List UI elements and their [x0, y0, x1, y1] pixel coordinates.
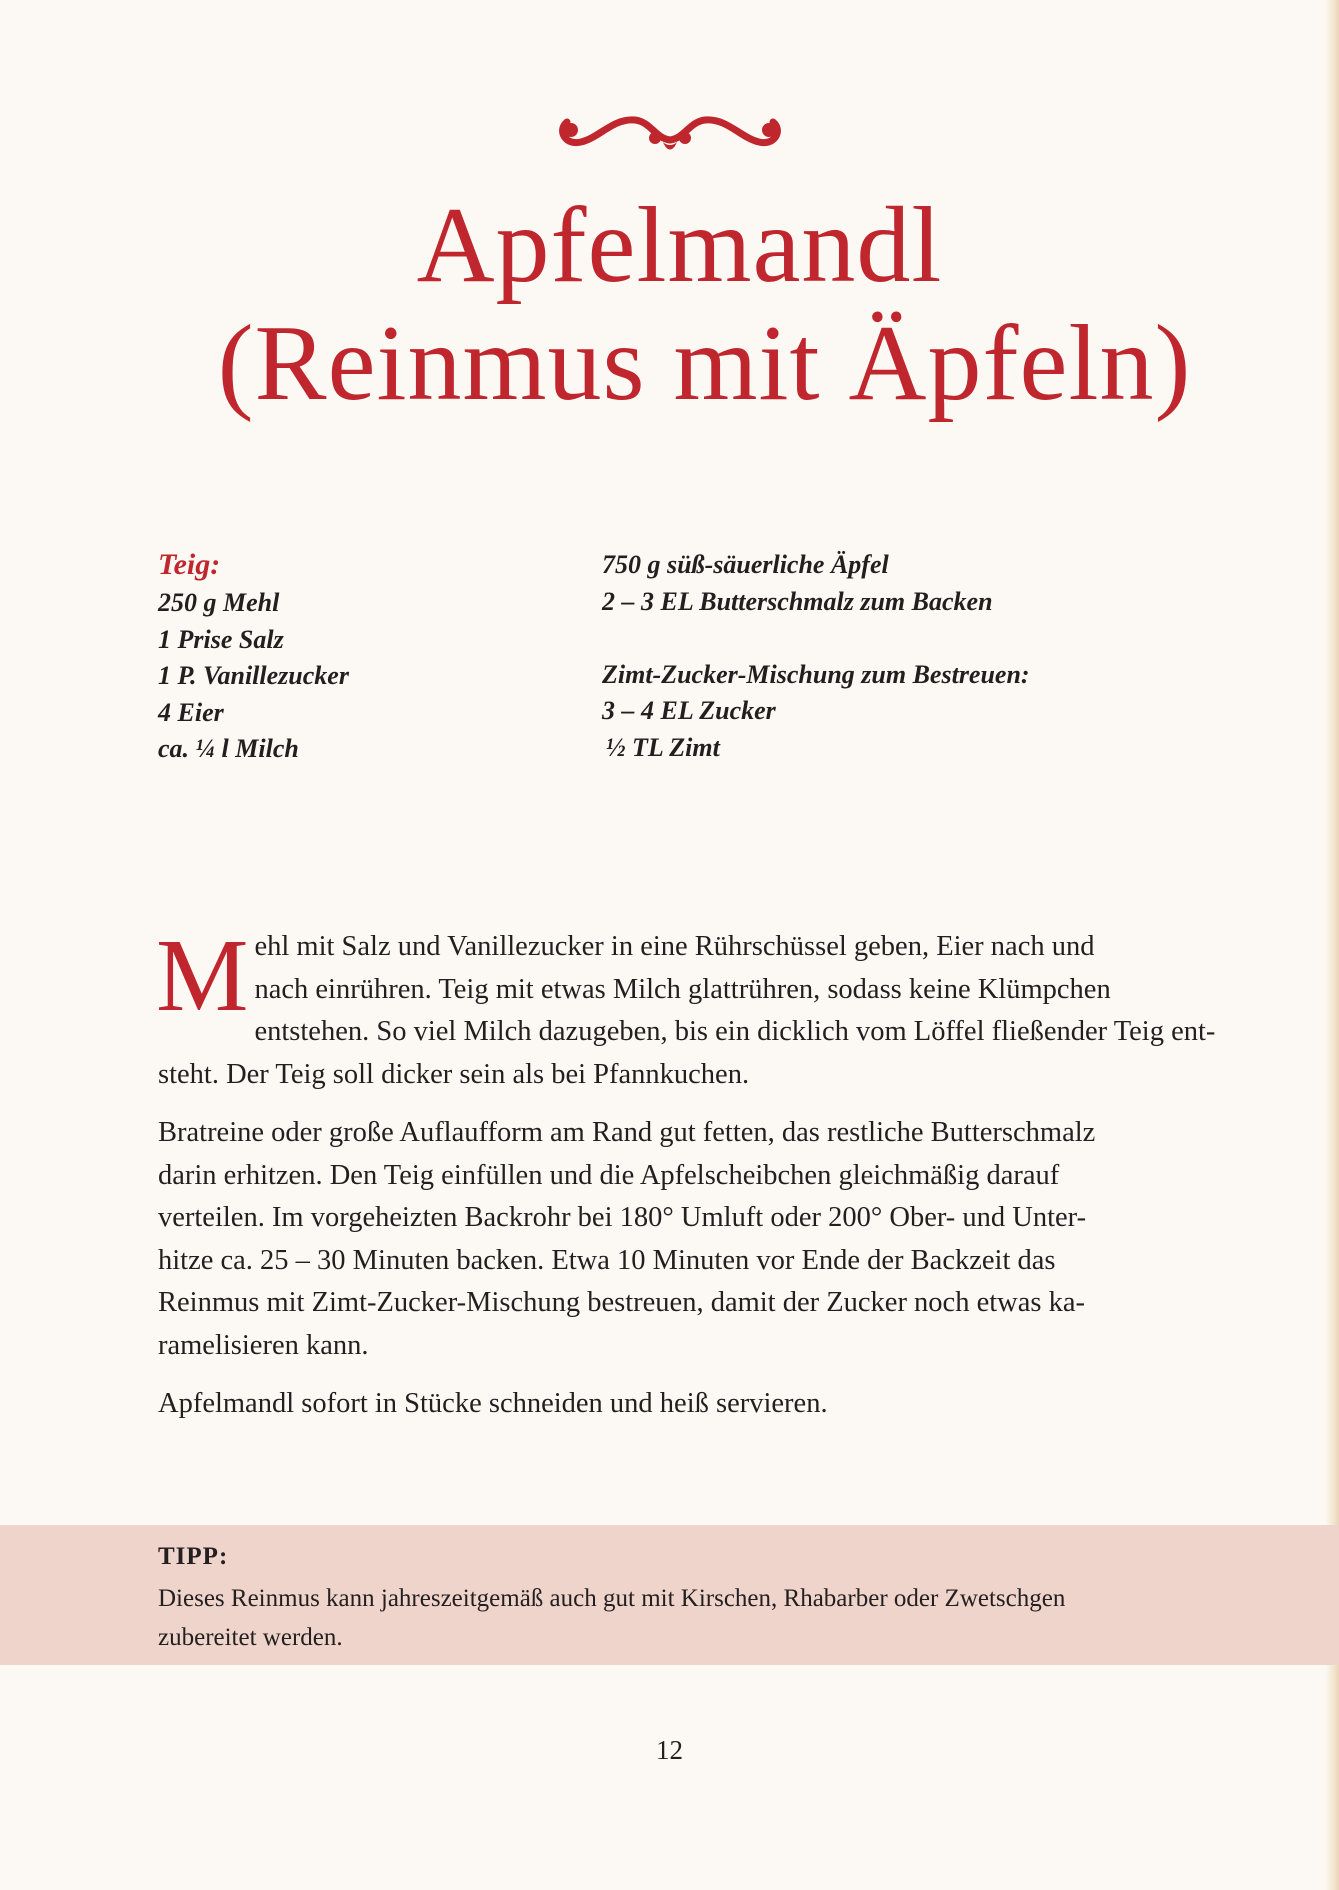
tip-label: TIPP: [158, 1543, 229, 1570]
ingredients-heading: Teig: [158, 548, 221, 581]
tip-box [0, 1525, 1339, 1665]
ingredient-item: 3 – 4 EL Zucker [602, 696, 776, 725]
ingredient-item: 750 g süß-säuerliche Äpfel [602, 550, 889, 579]
ingredient-item: 2 – 3 EL Butterschmalz zum Backen [602, 586, 993, 616]
text-line: Bratreine oder große Auflaufform am Rand gut fetten, das restliche Butterschmalz [158, 1117, 1096, 1148]
instruction-paragraph [156, 918, 1216, 1096]
ingredients-other [602, 547, 1030, 766]
instructions [156, 918, 1216, 1442]
text-line: steht. Der Teig soll dicker sein als bei Pfannkuchen. [158, 1058, 750, 1090]
instruction-paragraph [158, 1112, 1178, 1367]
page-subtitle: (Reinmus mit Äpfeln) [217, 304, 1192, 423]
text-line: hitze ca. 25 – 30 Minuten backen. Etwa 10 Minuten vor Ende der Backzeit das [158, 1244, 1056, 1276]
scroll-flourish-icon [555, 108, 785, 158]
spacer [602, 620, 1030, 657]
text-line: Dieses Reinmus kann jahreszeitgemäß auch gut mit Kirschen, Rhabarber oder Zwetschgen [158, 1585, 1066, 1612]
ingredients-dough [158, 547, 349, 768]
ingredient-item: 1 Prise Salz [158, 624, 284, 654]
text-line: Apfelmandl sofort in Stücke schneiden und heiß servieren. [158, 1388, 828, 1419]
text-line: nach einrühren. Teig mit etwas Milch glattrühren, sodass keine Klümpchen [254, 973, 1111, 1005]
text-line: verteilen. Im vorgeheizten Backrohr bei 180° Umluft oder 200° Ober- und Unter- [158, 1202, 1087, 1233]
instruction-paragraph [158, 1383, 1178, 1426]
page-title: Apfelmandl [416, 186, 943, 305]
text-line: Reinmus mit Zimt-Zucker-Mischung bestreuen, damit der Zucker noch etwas ka- [158, 1287, 1085, 1318]
ingredient-item: 4 Eier [158, 697, 224, 727]
ingredient-item: 250 g Mehl [158, 588, 280, 617]
ingredient-subheading: Zimt-Zucker-Mischung zum Bestreuen: [602, 659, 1030, 689]
text-line: ramelisieren kann. [158, 1329, 369, 1361]
tip-text [158, 1579, 1158, 1657]
page-number: 12 [656, 1735, 683, 1765]
text-line: ehl mit Salz und Vanillezucker in eine Rührschüssel geben, Eier nach und [254, 931, 1095, 962]
text-line: darin erhitzen. Den Teig einfüllen und die Apfelscheibchen gleichmäßig darauf [158, 1159, 1060, 1191]
ingredient-item: ½ TL Zimt [606, 732, 720, 762]
text-line: entstehen. So viel Milch dazugeben, bis ein dicklich vom Löffel fließender Teig ent- [254, 1016, 1216, 1047]
drop-cap: M [156, 918, 249, 1033]
text-line: zubereitet werden. [158, 1624, 343, 1651]
ingredient-item: 1 P. Vanillezucker [158, 661, 349, 690]
ingredient-item: ca. ¼ l Milch [158, 734, 299, 763]
